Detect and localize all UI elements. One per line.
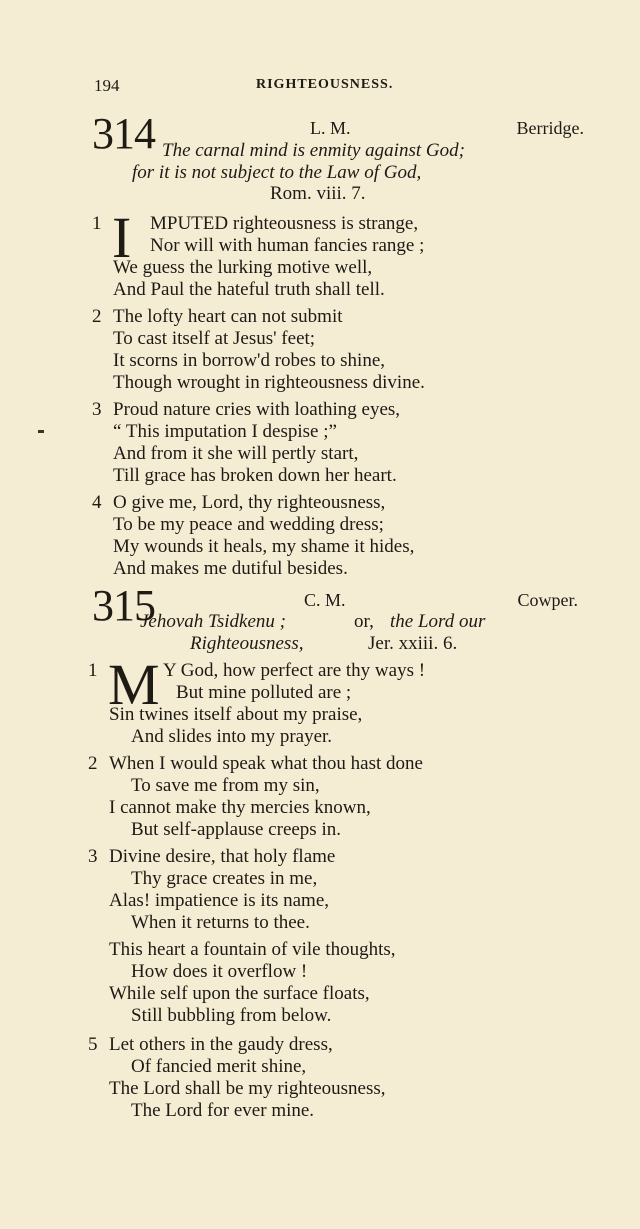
verse-line: To save me from my sin,	[131, 775, 320, 796]
verse-number: 2	[92, 306, 102, 327]
scripture-reference: Rom. viii. 7.	[270, 183, 366, 204]
hymn-number: 314	[92, 109, 155, 158]
verse-number: 3	[88, 846, 98, 867]
page-header	[94, 76, 584, 100]
hymn-author: Cowper.	[517, 590, 578, 610]
verse-line: Till grace has broken down her heart.	[113, 465, 397, 486]
verse-line: But mine polluted are ;	[176, 682, 352, 703]
verse-line: My wounds it heals, my shame it hides,	[113, 536, 415, 557]
verse-line: The Lord shall be my righteousness,	[109, 1078, 386, 1099]
verse-line: While self upon the surface floats,	[109, 983, 370, 1004]
hymn-meter: C. M.	[304, 590, 346, 610]
title-line-1-a: Jehovah Tsidkenu ;	[140, 611, 286, 632]
hymn-315-header	[92, 581, 584, 656]
verse-number: 1	[92, 213, 102, 234]
verse-line: And slides into my prayer.	[131, 726, 333, 747]
title-line-1-c: the Lord our	[390, 611, 486, 632]
verse-line: Divine desire, that holy flame	[109, 846, 336, 867]
verse-line: And makes me dutiful besides.	[113, 558, 348, 579]
page-number: 194	[94, 76, 120, 95]
verse-line: And from it she will pertly start,	[113, 443, 359, 464]
verse-number: 5	[88, 1034, 98, 1055]
verse-line: Y God, how perfect are thy ways !	[163, 660, 426, 681]
verse-line: The lofty heart can not submit	[113, 306, 343, 327]
verse-line: This heart a fountain of vile thoughts,	[109, 939, 396, 960]
drop-cap: M	[108, 652, 160, 717]
verse-line: When it returns to thee.	[131, 912, 310, 933]
verse-line: Let others in the gaudy dress,	[109, 1034, 333, 1055]
verse-line: “ This imputation I despise ;”	[113, 421, 337, 442]
verse-line: Proud nature cries with loathing eyes,	[113, 399, 401, 420]
title-line-1-b: or,	[354, 611, 374, 632]
verse-line: And Paul the hateful truth shall tell.	[113, 279, 385, 300]
verse-line: How does it overflow !	[131, 961, 308, 982]
hymn-314-header	[92, 109, 584, 204]
verse-number: 3	[92, 399, 102, 420]
hymn-author: Berridge.	[516, 118, 584, 138]
verse-line: The Lord for ever mine.	[131, 1100, 315, 1121]
verse-number: 2	[88, 753, 98, 774]
verse-line: But self-applause creeps in.	[131, 819, 341, 840]
title-line-2-a: Righteousness,	[190, 633, 304, 654]
verse-line: Nor will with human fancies range ;	[150, 235, 425, 256]
margin-mark	[38, 430, 44, 433]
verse-line: Thy grace creates in me,	[131, 868, 318, 889]
verse-line: To cast itself at Jesus' feet;	[113, 328, 316, 349]
verse-line: It scorns in borrow'd robes to shine,	[113, 350, 386, 371]
verse-line: When I would speak what thou hast done	[109, 753, 423, 774]
verse-line: MPUTED righteousness is strange,	[150, 213, 419, 234]
verse-line: We guess the lurking motive well,	[113, 257, 373, 278]
hymn-meter: L. M.	[310, 118, 351, 138]
verse-line: Of fancied merit shine,	[131, 1056, 307, 1077]
verse-number: 4	[92, 492, 102, 513]
verse-line: Sin twines itself about my praise,	[109, 704, 363, 725]
title-line-2-b: Jer. xxiii. 6.	[368, 633, 458, 654]
verse-line: I cannot make thy mercies known,	[109, 797, 371, 818]
verse-line: O give me, Lord, thy righteousness,	[113, 492, 386, 513]
verse-line: To be my peace and wedding dress;	[113, 514, 384, 535]
verse-line: Though wrought in righteousness divine.	[113, 372, 425, 393]
scripture-text-line-2: for it is not subject to the Law of God,	[132, 162, 422, 183]
running-head: RIGHTEOUSNESS.	[256, 77, 394, 92]
hymn-number: 315	[92, 581, 155, 630]
drop-cap: I	[112, 205, 132, 270]
verse-line: Alas! impatience is its name,	[109, 890, 330, 911]
verse-line: Still bubbling from below.	[131, 1005, 332, 1026]
scripture-text-line-1: The carnal mind is enmity against God;	[162, 140, 465, 161]
verse-number: 1	[88, 660, 98, 681]
